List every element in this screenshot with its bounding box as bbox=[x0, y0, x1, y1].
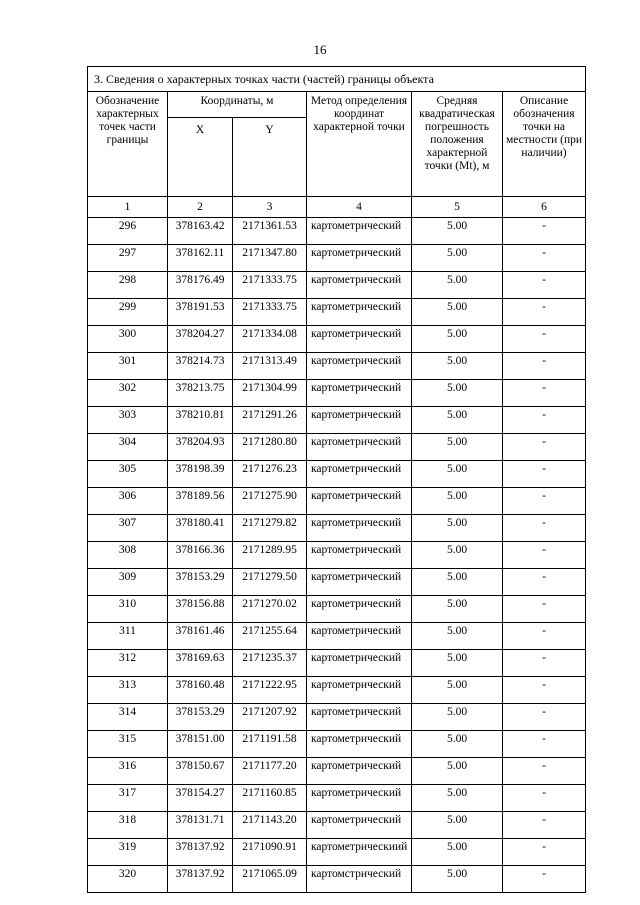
point-id-cell: 297 bbox=[88, 245, 168, 272]
table-row bbox=[88, 515, 586, 542]
table-row bbox=[88, 569, 586, 596]
point-id-cell: 314 bbox=[88, 704, 168, 731]
table-row bbox=[88, 677, 586, 704]
point-id-cell: 311 bbox=[88, 623, 168, 650]
point-id-cell: 307 bbox=[88, 515, 168, 542]
method-cell: картометрический bbox=[307, 596, 412, 623]
method-cell: картометрический bbox=[307, 353, 412, 380]
method-cell: картометрический bbox=[307, 488, 412, 515]
error-cell: 5.00 bbox=[412, 758, 503, 785]
error-cell: 5.00 bbox=[412, 326, 503, 353]
x-coordinate-cell: 378156.88 bbox=[168, 596, 233, 623]
table-row bbox=[88, 650, 586, 677]
error-cell: 5.00 bbox=[412, 650, 503, 677]
page-number: 16 bbox=[313, 42, 327, 57]
table-row bbox=[88, 758, 586, 785]
method-cell: картометрический bbox=[307, 245, 412, 272]
method-cell: картометрический bbox=[307, 542, 412, 569]
table-row bbox=[88, 866, 586, 893]
table-row bbox=[88, 812, 586, 839]
y-coordinate-cell: 2171275.90 bbox=[233, 488, 307, 515]
table-row bbox=[88, 434, 586, 461]
point-id-cell: 312 bbox=[88, 650, 168, 677]
method-cell: картометрический bbox=[307, 326, 412, 353]
column-number: 4 bbox=[307, 197, 412, 218]
header-coords: Координаты, м bbox=[168, 92, 307, 118]
description-cell: - bbox=[503, 407, 586, 434]
description-cell: - bbox=[503, 299, 586, 326]
method-cell: картомстрический bbox=[307, 866, 412, 893]
y-coordinate-cell: 2171361.53 bbox=[233, 218, 307, 245]
section-title: 3. Сведения о характерных точках части (частей) границы объекта bbox=[88, 67, 586, 92]
method-cell: картометрический bbox=[307, 812, 412, 839]
x-coordinate-cell: 378162.11 bbox=[168, 245, 233, 272]
column-number: 3 bbox=[233, 197, 307, 218]
y-coordinate-cell: 2171143.20 bbox=[233, 812, 307, 839]
table-row bbox=[88, 488, 586, 515]
x-coordinate-cell: 378131.71 bbox=[168, 812, 233, 839]
method-cell: картометрический bbox=[307, 677, 412, 704]
x-coordinate-cell: 378151.00 bbox=[168, 731, 233, 758]
header-x: X bbox=[168, 118, 233, 197]
error-cell: 5.00 bbox=[412, 461, 503, 488]
point-id-cell: 304 bbox=[88, 434, 168, 461]
x-coordinate-cell: 378169.63 bbox=[168, 650, 233, 677]
table-row bbox=[88, 623, 586, 650]
column-number: 1 bbox=[88, 197, 168, 218]
y-coordinate-cell: 2171276.23 bbox=[233, 461, 307, 488]
method-cell: картометрический bbox=[307, 515, 412, 542]
error-cell: 5.00 bbox=[412, 245, 503, 272]
x-coordinate-cell: 378153.29 bbox=[168, 569, 233, 596]
y-coordinate-cell: 2171191.58 bbox=[233, 731, 307, 758]
error-cell: 5.00 bbox=[412, 677, 503, 704]
x-coordinate-cell: 378204.27 bbox=[168, 326, 233, 353]
method-cell: картометрический bbox=[307, 299, 412, 326]
table-row bbox=[88, 326, 586, 353]
method-cell: картометрический bbox=[307, 704, 412, 731]
error-cell: 5.00 bbox=[412, 218, 503, 245]
method-cell: картометрический bbox=[307, 758, 412, 785]
error-cell: 5.00 bbox=[412, 299, 503, 326]
y-coordinate-cell: 2171304.99 bbox=[233, 380, 307, 407]
error-cell: 5.00 bbox=[412, 542, 503, 569]
method-cell: картометрический bbox=[307, 461, 412, 488]
description-cell: - bbox=[503, 326, 586, 353]
table-row bbox=[88, 704, 586, 731]
point-id-cell: 300 bbox=[88, 326, 168, 353]
description-cell: - bbox=[503, 569, 586, 596]
description-cell: - bbox=[503, 623, 586, 650]
points-table bbox=[87, 66, 586, 893]
method-cell: картометрический bbox=[307, 218, 412, 245]
y-coordinate-cell: 2171347.80 bbox=[233, 245, 307, 272]
error-cell: 5.00 bbox=[412, 569, 503, 596]
description-cell: - bbox=[503, 785, 586, 812]
x-coordinate-cell: 378214.73 bbox=[168, 353, 233, 380]
x-coordinate-cell: 378191.53 bbox=[168, 299, 233, 326]
description-cell: - bbox=[503, 353, 586, 380]
error-cell: 5.00 bbox=[412, 785, 503, 812]
description-cell: - bbox=[503, 380, 586, 407]
header-description: Описание обозначения точки на местности (при наличии) bbox=[503, 92, 586, 197]
point-id-cell: 308 bbox=[88, 542, 168, 569]
point-id-cell: 315 bbox=[88, 731, 168, 758]
x-coordinate-cell: 378176.49 bbox=[168, 272, 233, 299]
description-cell: - bbox=[503, 596, 586, 623]
y-coordinate-cell: 2171279.50 bbox=[233, 569, 307, 596]
x-coordinate-cell: 378204.93 bbox=[168, 434, 233, 461]
point-id-cell: 296 bbox=[88, 218, 168, 245]
y-coordinate-cell: 2171235.37 bbox=[233, 650, 307, 677]
point-id-cell: 299 bbox=[88, 299, 168, 326]
description-cell: - bbox=[503, 839, 586, 866]
error-cell: 5.00 bbox=[412, 353, 503, 380]
table-row bbox=[88, 542, 586, 569]
y-coordinate-cell: 2171291.26 bbox=[233, 407, 307, 434]
method-cell: картометрический bbox=[307, 650, 412, 677]
x-coordinate-cell: 378137.92 bbox=[168, 839, 233, 866]
point-id-cell: 318 bbox=[88, 812, 168, 839]
column-number: 6 bbox=[503, 197, 586, 218]
description-cell: - bbox=[503, 488, 586, 515]
error-cell: 5.00 bbox=[412, 596, 503, 623]
error-cell: 5.00 bbox=[412, 704, 503, 731]
x-coordinate-cell: 378154.27 bbox=[168, 785, 233, 812]
table-row bbox=[88, 785, 586, 812]
error-cell: 5.00 bbox=[412, 731, 503, 758]
point-id-cell: 302 bbox=[88, 380, 168, 407]
error-cell: 5.00 bbox=[412, 434, 503, 461]
table-row bbox=[88, 299, 586, 326]
method-cell: картометрический bbox=[307, 785, 412, 812]
description-cell: - bbox=[503, 515, 586, 542]
y-coordinate-cell: 2171255.64 bbox=[233, 623, 307, 650]
description-cell: - bbox=[503, 245, 586, 272]
x-coordinate-cell: 378160.48 bbox=[168, 677, 233, 704]
method-cell: картометрический bbox=[307, 407, 412, 434]
y-coordinate-cell: 2171334.08 bbox=[233, 326, 307, 353]
header-point-label: Обозначение характерных точек части границы bbox=[88, 92, 168, 197]
error-cell: 5.00 bbox=[412, 272, 503, 299]
y-coordinate-cell: 2171270.02 bbox=[233, 596, 307, 623]
table-row bbox=[88, 731, 586, 758]
x-coordinate-cell: 378198.39 bbox=[168, 461, 233, 488]
description-cell: - bbox=[503, 218, 586, 245]
point-id-cell: 301 bbox=[88, 353, 168, 380]
error-cell: 5.00 bbox=[412, 812, 503, 839]
description-cell: - bbox=[503, 677, 586, 704]
x-coordinate-cell: 378189.56 bbox=[168, 488, 233, 515]
table-row bbox=[88, 353, 586, 380]
x-coordinate-cell: 378161.46 bbox=[168, 623, 233, 650]
point-id-cell: 316 bbox=[88, 758, 168, 785]
method-cell: картометрический bbox=[307, 272, 412, 299]
error-cell: 5.00 bbox=[412, 407, 503, 434]
column-number-row bbox=[88, 197, 586, 218]
x-coordinate-cell: 378153.29 bbox=[168, 704, 233, 731]
y-coordinate-cell: 2171207.92 bbox=[233, 704, 307, 731]
description-cell: - bbox=[503, 461, 586, 488]
header-y: Y bbox=[233, 118, 307, 197]
table-row bbox=[88, 380, 586, 407]
x-coordinate-cell: 378180.41 bbox=[168, 515, 233, 542]
point-id-cell: 298 bbox=[88, 272, 168, 299]
y-coordinate-cell: 2171279.82 bbox=[233, 515, 307, 542]
y-coordinate-cell: 2171333.75 bbox=[233, 272, 307, 299]
method-cell: картометрический bbox=[307, 623, 412, 650]
x-coordinate-cell: 378210.81 bbox=[168, 407, 233, 434]
column-number: 5 bbox=[412, 197, 503, 218]
column-number: 2 bbox=[168, 197, 233, 218]
description-cell: - bbox=[503, 542, 586, 569]
method-cell: картометрический bbox=[307, 731, 412, 758]
error-cell: 5.00 bbox=[412, 623, 503, 650]
table-row bbox=[88, 218, 586, 245]
description-cell: - bbox=[503, 758, 586, 785]
point-id-cell: 303 bbox=[88, 407, 168, 434]
y-coordinate-cell: 2171090.91 bbox=[233, 839, 307, 866]
y-coordinate-cell: 2171065.09 bbox=[233, 866, 307, 893]
table-row bbox=[88, 407, 586, 434]
table-row bbox=[88, 245, 586, 272]
description-cell: - bbox=[503, 812, 586, 839]
point-id-cell: 320 bbox=[88, 866, 168, 893]
error-cell: 5.00 bbox=[412, 380, 503, 407]
x-coordinate-cell: 378166.36 bbox=[168, 542, 233, 569]
description-cell: - bbox=[503, 434, 586, 461]
y-coordinate-cell: 2171222.95 bbox=[233, 677, 307, 704]
point-id-cell: 317 bbox=[88, 785, 168, 812]
x-coordinate-cell: 378213.75 bbox=[168, 380, 233, 407]
error-cell: 5.00 bbox=[412, 839, 503, 866]
error-cell: 5.00 bbox=[412, 488, 503, 515]
table-row bbox=[88, 839, 586, 866]
y-coordinate-cell: 2171289.95 bbox=[233, 542, 307, 569]
table-row bbox=[88, 596, 586, 623]
method-cell: картометрическиий bbox=[307, 839, 412, 866]
point-id-cell: 313 bbox=[88, 677, 168, 704]
error-cell: 5.00 bbox=[412, 866, 503, 893]
header-error: Средняя квадратическая погрешность положения характерной точки (Mt), м bbox=[412, 92, 503, 197]
point-id-cell: 305 bbox=[88, 461, 168, 488]
y-coordinate-cell: 2171333.75 bbox=[233, 299, 307, 326]
point-id-cell: 319 bbox=[88, 839, 168, 866]
method-cell: картометрический bbox=[307, 434, 412, 461]
description-cell: - bbox=[503, 704, 586, 731]
x-coordinate-cell: 378150.67 bbox=[168, 758, 233, 785]
description-cell: - bbox=[503, 650, 586, 677]
point-id-cell: 306 bbox=[88, 488, 168, 515]
method-cell: картометрический bbox=[307, 380, 412, 407]
y-coordinate-cell: 2171313.49 bbox=[233, 353, 307, 380]
y-coordinate-cell: 2171160.85 bbox=[233, 785, 307, 812]
table-row bbox=[88, 272, 586, 299]
x-coordinate-cell: 378137.92 bbox=[168, 866, 233, 893]
x-coordinate-cell: 378163.42 bbox=[168, 218, 233, 245]
header-method: Метод определения координат характерной точки bbox=[307, 92, 412, 197]
table-row bbox=[88, 461, 586, 488]
y-coordinate-cell: 2171177.20 bbox=[233, 758, 307, 785]
y-coordinate-cell: 2171280.80 bbox=[233, 434, 307, 461]
error-cell: 5.00 bbox=[412, 515, 503, 542]
description-cell: - bbox=[503, 731, 586, 758]
description-cell: - bbox=[503, 866, 586, 893]
point-id-cell: 309 bbox=[88, 569, 168, 596]
method-cell: картометрический bbox=[307, 569, 412, 596]
description-cell: - bbox=[503, 272, 586, 299]
point-id-cell: 310 bbox=[88, 596, 168, 623]
